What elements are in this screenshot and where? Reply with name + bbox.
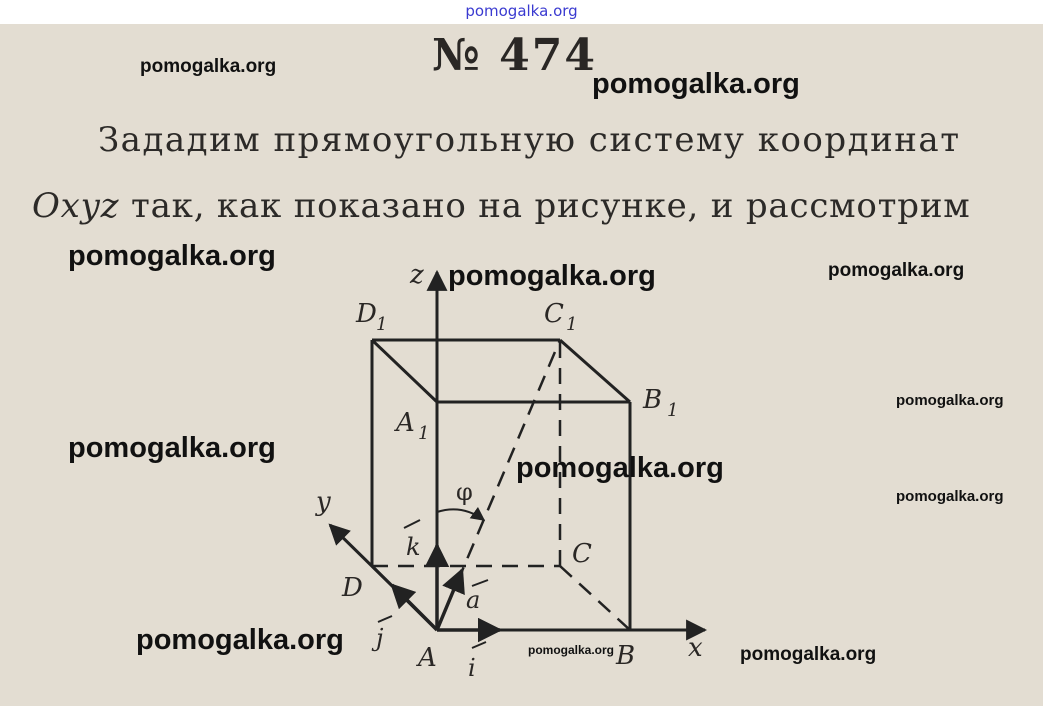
label-z: z	[410, 260, 424, 290]
label-b1-sub: 1	[667, 400, 679, 421]
label-c1-sub: 1	[566, 314, 578, 335]
label-c: C	[572, 539, 592, 569]
label-y: y	[316, 487, 331, 517]
site-link[interactable]: pomogalka.org	[465, 2, 578, 20]
problem-number: № 474	[432, 30, 597, 81]
problem-text-line-1: Зададим прямоугольную систему координат	[98, 120, 961, 160]
label-b: B	[616, 641, 636, 671]
label-b1: B	[643, 385, 663, 415]
watermark: pomogalka.org	[740, 644, 877, 665]
watermark: pomogalka.org	[448, 260, 656, 292]
label-a1: A	[396, 408, 415, 438]
label-a: A	[418, 643, 437, 673]
edge-d1-a1	[372, 340, 437, 402]
vector-a	[437, 570, 462, 630]
label-a-vector: a	[466, 586, 481, 614]
watermark: pomogalka.org	[896, 488, 1004, 505]
label-a1-sub: 1	[418, 423, 430, 444]
coordinate-system-name: Oxyz	[32, 186, 120, 226]
watermark: pomogalka.org	[528, 643, 615, 657]
label-j: j	[376, 624, 384, 652]
vector-j	[392, 585, 437, 630]
label-x: x	[688, 633, 703, 663]
label-c1: C	[544, 299, 564, 329]
problem-text-line-2-rest: так, как показано на рисунке, и рассмотрим	[119, 186, 971, 226]
label-d: D	[342, 573, 363, 603]
label-d1: D	[356, 299, 377, 329]
label-i: i	[468, 654, 476, 682]
watermark: pomogalka.org	[896, 392, 1004, 409]
watermark: pomogalka.org	[136, 624, 344, 656]
edge-c1-b1	[560, 340, 630, 402]
watermark: pomogalka.org	[828, 260, 965, 281]
edge-c-b-hidden	[560, 566, 630, 630]
label-phi: φ	[456, 478, 473, 506]
watermark: pomogalka.org	[592, 68, 800, 100]
label-d1-sub: 1	[376, 314, 388, 335]
label-k: k	[406, 533, 421, 561]
angle-phi-arc	[437, 509, 484, 520]
watermark: pomogalka.org	[516, 452, 724, 484]
watermark: pomogalka.org	[68, 432, 276, 464]
watermark: pomogalka.org	[68, 240, 276, 272]
watermark: pomogalka.org	[140, 56, 277, 77]
